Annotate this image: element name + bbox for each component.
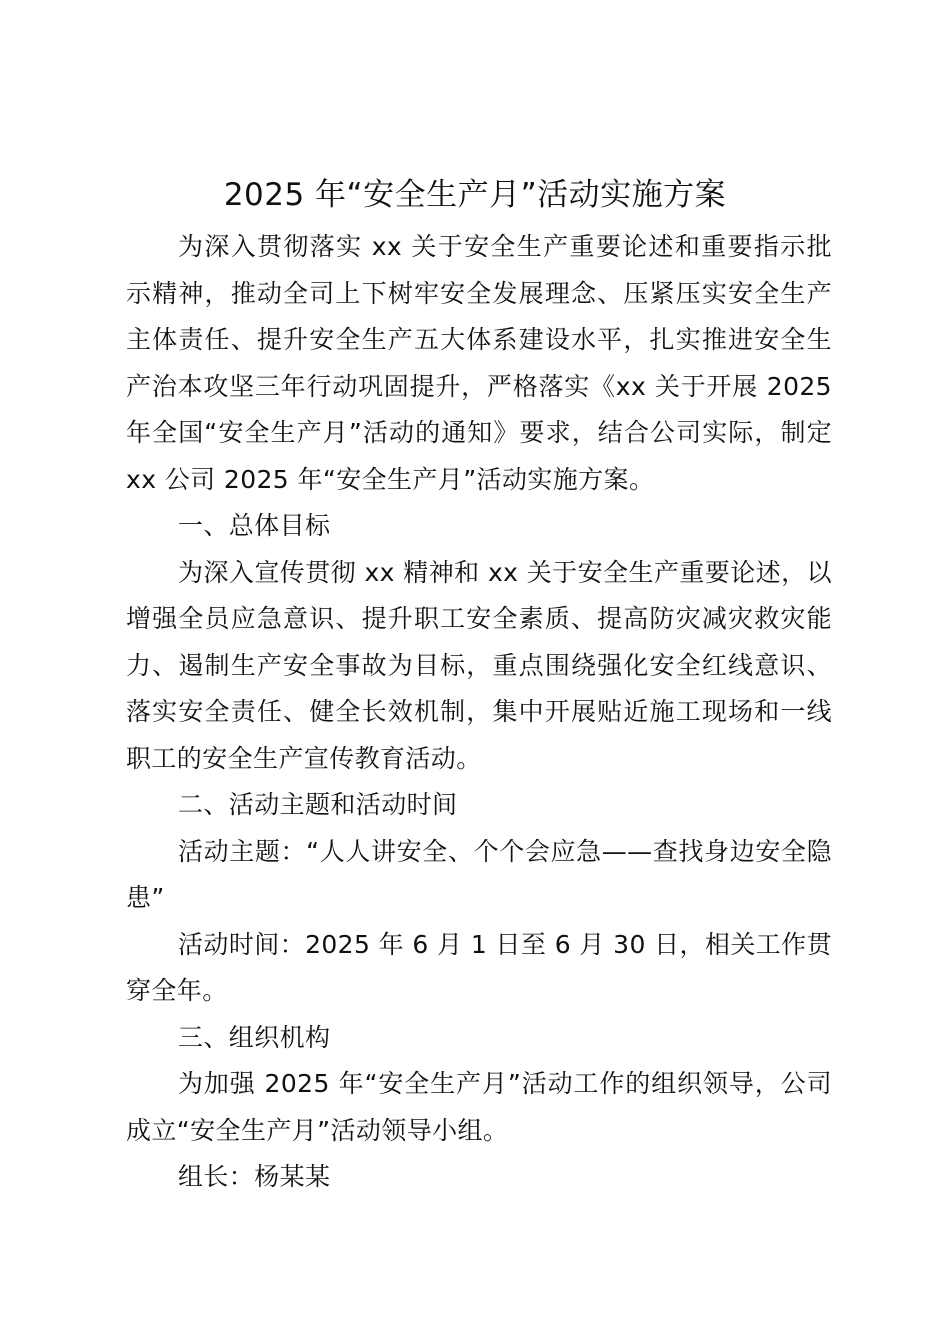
organization-paragraph: 为加强 2025 年“安全生产月”活动工作的组织领导，公司成立“安全生产月”活动领导小组。 [126, 1069, 832, 1145]
intro-paragraph: 为深入贯彻落实 xx 关于安全生产重要论述和重要指示批示精神，推动全司上下树牢安全发展理念、压紧压实安全生产主体责任、提升安全生产五大体系建设水平，扎实推进安全生产治本攻坚三年行动巩固提升，严格落实《xx 关于开展 2025 年全国“安全生产月”活动的通知》要求，结合公司实际，制定 xx 公司 2025 年“安全生产月”活动实施方案。 [126, 232, 832, 494]
activity-time: 活动时间：2025 年 6 月 1 日至 6 月 30 日，相关工作贯穿全年。 [126, 929, 832, 1005]
group-leader: 组长：杨某某 [178, 1162, 331, 1191]
document-body [126, 224, 832, 1201]
goals-paragraph: 为深入宣传贯彻 xx 精神和 xx 关于安全生产重要论述，以增强全员应急意识、提升职工安全素质、提高防灾减灾救灾能力、遏制生产安全事故为目标，重点围绕强化安全红线意识、落实安全责任、健全长效机制，集中开展贴近施工现场和一线职工的安全生产宣传教育活动。 [126, 557, 832, 773]
section-heading-organization: 三、组织机构 [178, 1022, 331, 1052]
activity-theme: 活动主题：“人人讲安全、个个会应急——查找身边安全隐患” [126, 836, 832, 912]
section-heading-goals: 一、总体目标 [178, 511, 331, 540]
document-title: 2025 年“安全生产月”活动实施方案 [223, 177, 727, 213]
section-heading-theme-time: 二、活动主题和活动时间 [178, 790, 458, 819]
